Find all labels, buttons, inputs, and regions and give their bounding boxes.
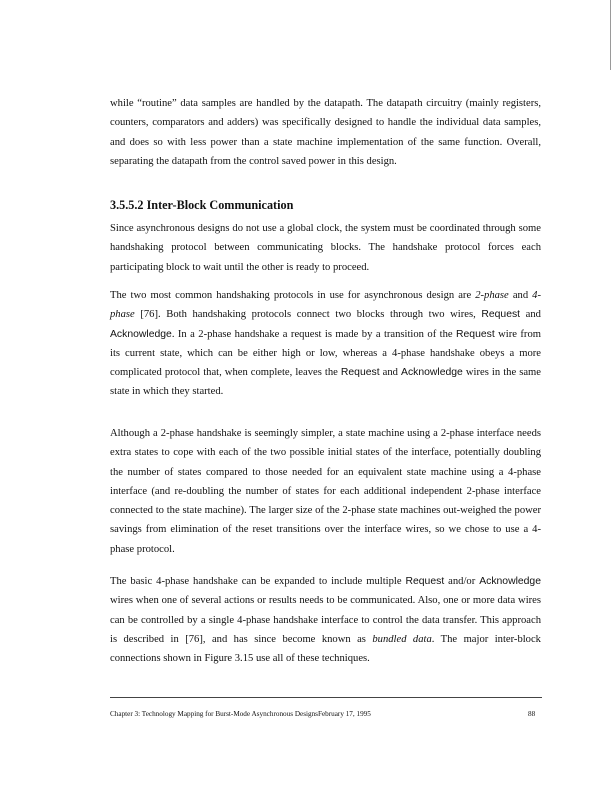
paragraph-text: Since asynchronous designs do not use a global clock, the system must be coordinated through some handshaking protocol between communicating blocks. The handshake protocol forces each participating block to wait until the other is ready to proceed.	[110, 223, 541, 273]
paragraph-text: The two most common handshaking protocols in use for asynchronous design are 2-phase and 4-phase [76]. Both handshaking protocols connect two blocks through two wires, Request and Acknowledge. In a 2-phase handshake a request is made by a transition of the Request wire from its current state, which can be either high or low, whereas a 4-phase handshake obeys a more complicated protocol that, when complete, leaves the Request and Acknowledge wires in the same state in which they started.	[110, 290, 541, 398]
page-number: 88	[528, 710, 536, 718]
term-bundled-data: bundled data	[372, 633, 432, 645]
paragraph-text: while “routine” data samples are handled by the datapath. The datapath circuitry (mainly registers, counters, comparators and adders) was specifically designed to handle the individual data samples, and does so with less power than a state machine implementation of the same function. Overall, separating the datapath from the control saved power in this design.	[110, 98, 541, 167]
paragraph-text: The basic 4-phase handshake can be expanded to include multiple Request and/or Acknowledge wires when one of several actions or results needs to be communicated. Also, one or more data wires can be controlled by a single 4-phase handshake interface to control the data transfer. This approach is described in [76], and has since become known as bundled data. The major inter-block connections shown in Figure 3.15 use all of these techniques.	[110, 576, 541, 665]
paragraph-handshake-protocols	[110, 286, 541, 402]
scan-edge-mark	[610, 0, 611, 70]
signal-request: Request	[481, 309, 521, 321]
paragraph-text: Although a 2-phase handshake is seemingly simpler, a state machine using a 2-phase interface needs extra states to cope with each of the two possible initial states of the interface, potentially doubling the number of states compared to those needed for an equivalent state machine using a 4-phase interface (and re-doubling the number of states for each additional independent 2-phase interface connected to the state machine). The larger size of the 2-phase state machines out-weighed the power savings from elimination of the reset transitions over the interface wires, so we chose to use a 4-phase protocol.	[110, 428, 541, 555]
paragraph-2-phase-tradeoff	[110, 424, 541, 559]
signal-acknowledge: Acknowledge	[401, 367, 463, 379]
signal-request: Request	[405, 576, 445, 587]
paragraph-datapath	[110, 94, 541, 171]
signal-request: Request	[456, 328, 495, 340]
term-2-phase: 2-phase	[475, 290, 509, 301]
signal-acknowledge: Acknowledge	[479, 576, 541, 587]
footer-divider	[110, 697, 542, 698]
term-4-phase: 4-phase	[110, 290, 541, 321]
signal-request: Request	[340, 367, 380, 379]
paragraph-bundled-data	[110, 572, 541, 668]
section-heading: 3.5.5.2 Inter-Block Communication	[110, 198, 294, 212]
signal-acknowledge: Acknowledge	[110, 328, 172, 340]
footer-running-title: Chapter 3: Technology Mapping for Burst-Mode Asynchronous DesignsFebruary 17, 1995	[110, 710, 371, 718]
paragraph-async-intro	[110, 219, 541, 277]
